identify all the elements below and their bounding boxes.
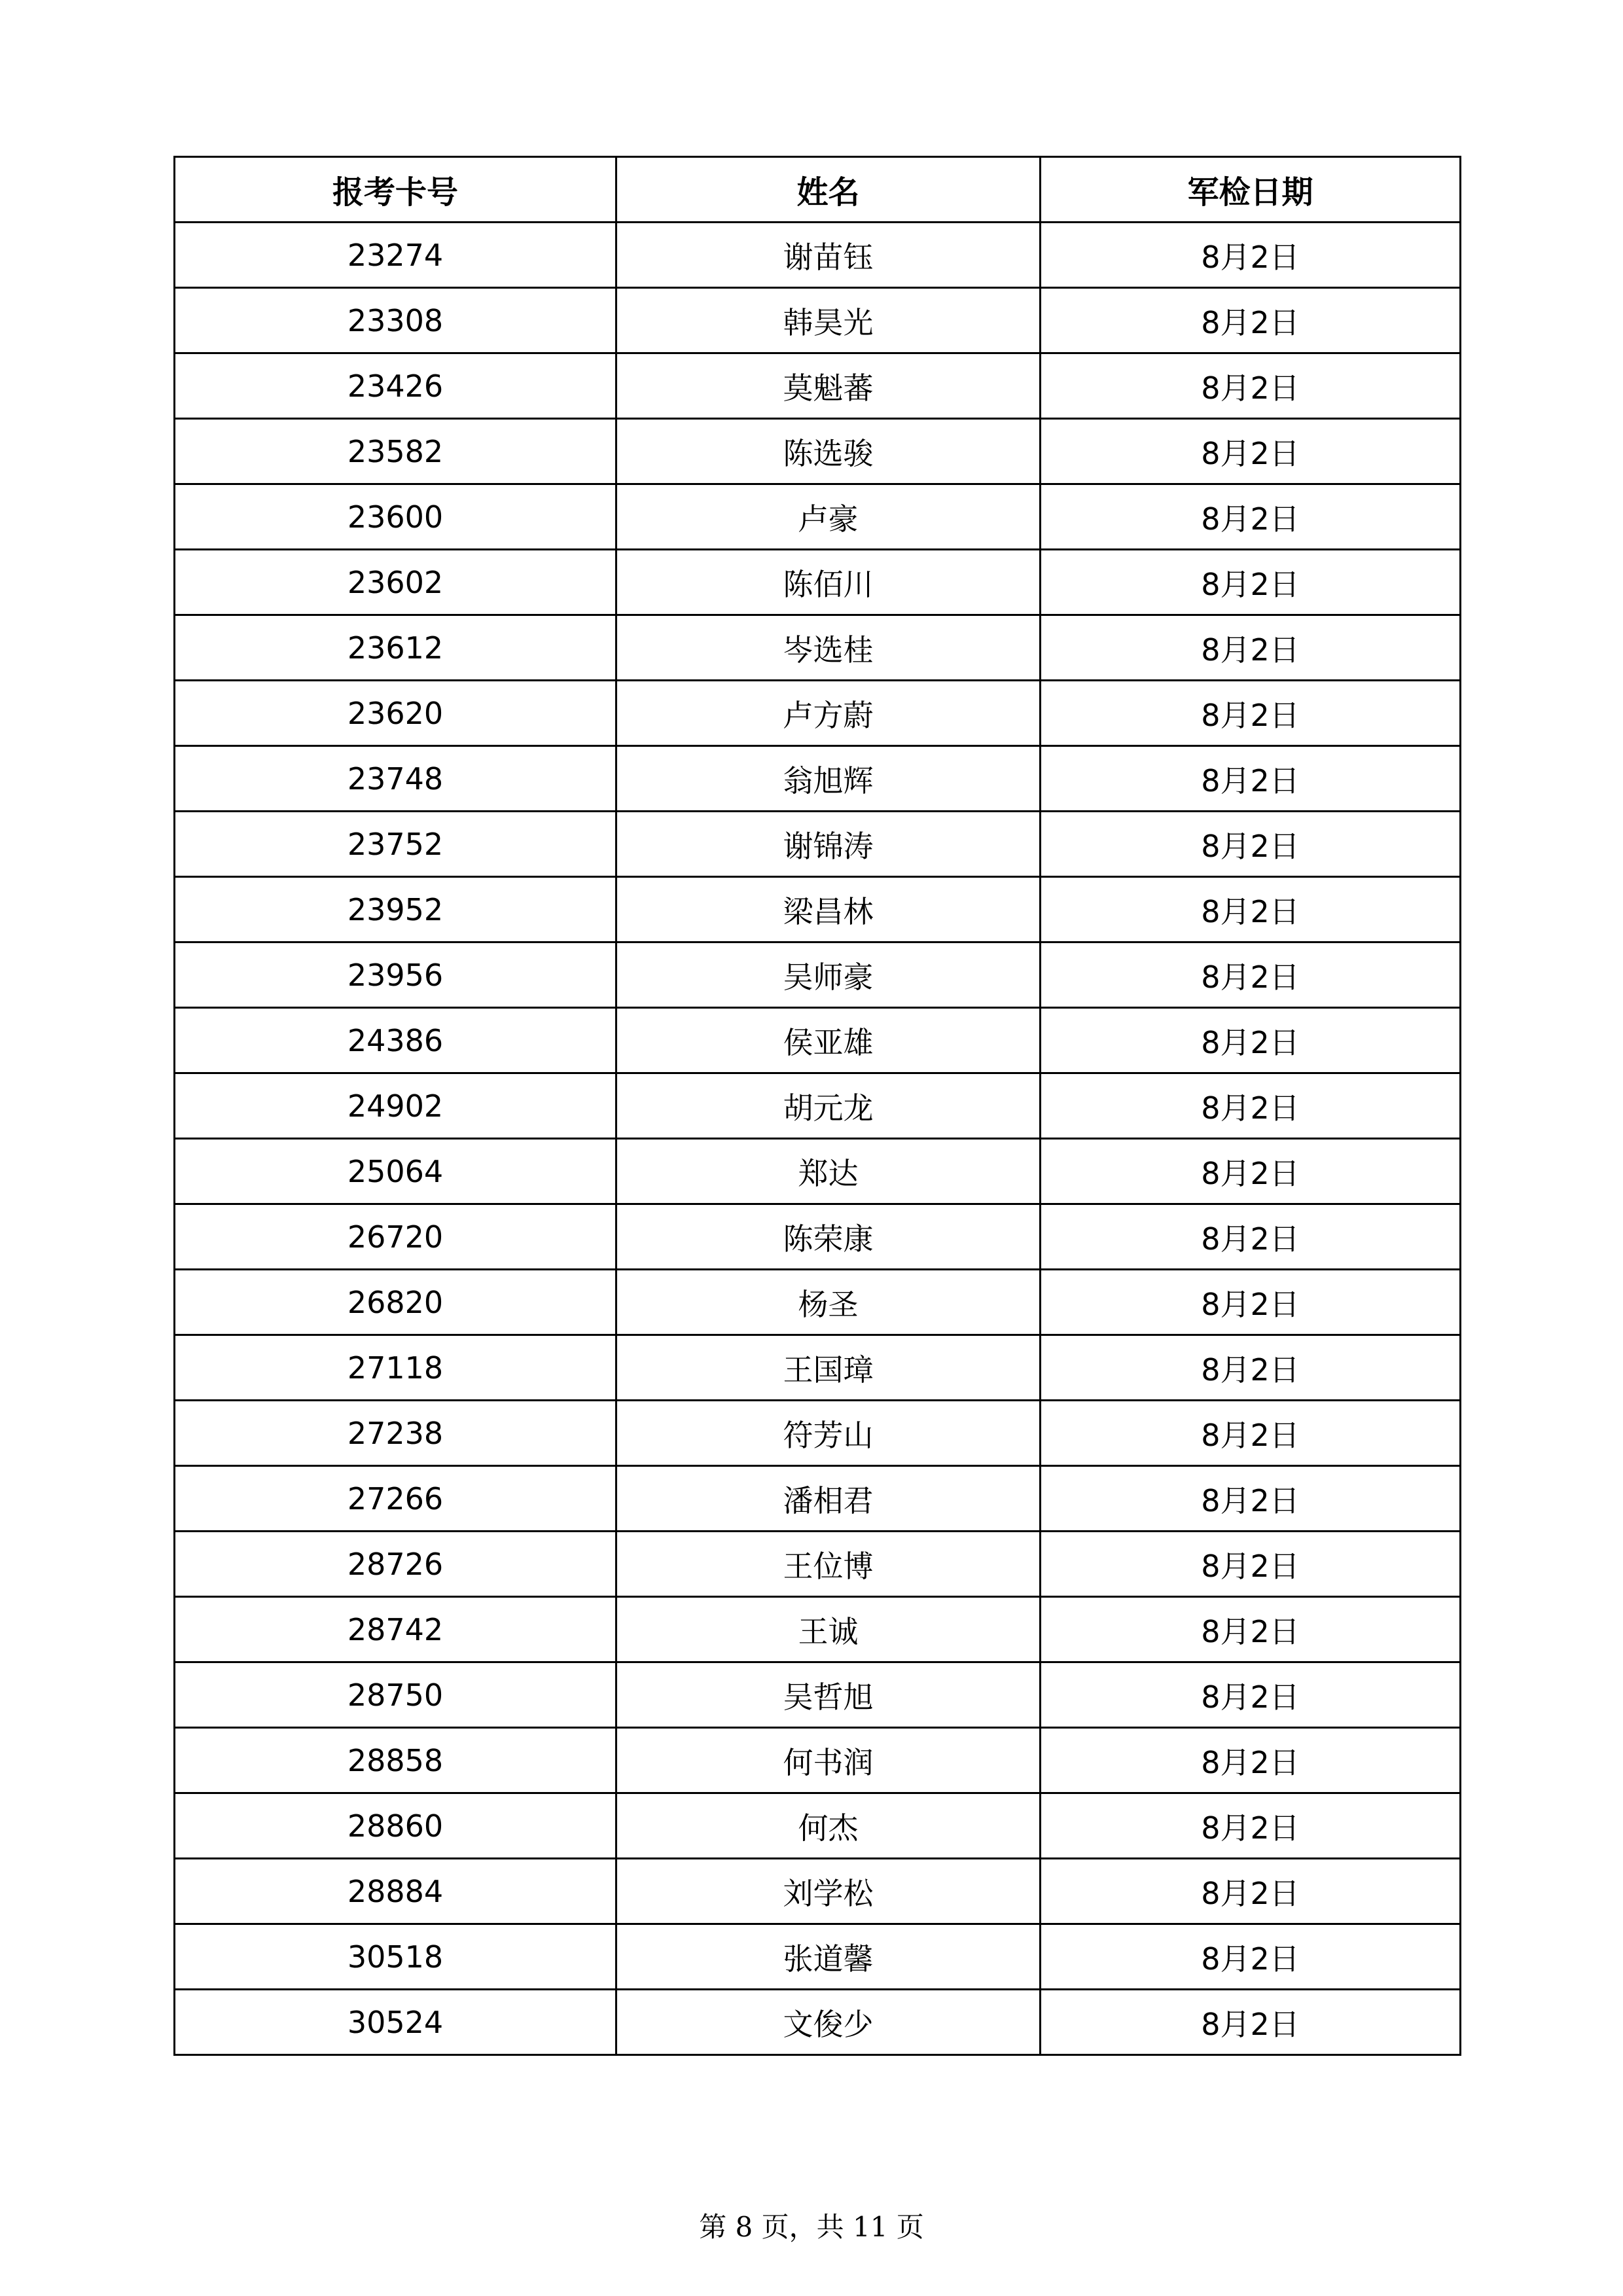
card-number-cell: 23752 (175, 812, 616, 877)
table-row (175, 1008, 1461, 1073)
exam-date-cell: 8月2日 (1041, 1859, 1461, 1924)
table-row (175, 1532, 1461, 1597)
exam-date-cell: 8月2日 (1041, 877, 1461, 942)
card-number-cell: 23274 (175, 223, 616, 288)
card-number-cell: 23600 (175, 484, 616, 550)
card-number-cell: 27118 (175, 1335, 616, 1401)
name-cell: 陈选骏 (616, 419, 1041, 484)
card-number-cell: 23612 (175, 615, 616, 681)
table-row (175, 1662, 1461, 1728)
card-number-cell: 23952 (175, 877, 616, 942)
card-number-cell: 23748 (175, 746, 616, 812)
exam-date-cell: 8月2日 (1041, 746, 1461, 812)
card-number-cell: 23308 (175, 288, 616, 353)
exam-date-cell: 8月2日 (1041, 681, 1461, 746)
name-cell: 侯亚雄 (616, 1008, 1041, 1073)
card-number-cell: 28750 (175, 1662, 616, 1728)
table-row (175, 681, 1461, 746)
card-number-cell: 28858 (175, 1728, 616, 1793)
name-cell: 吴哲旭 (616, 1662, 1041, 1728)
table-row (175, 484, 1461, 550)
card-number-cell: 30524 (175, 1990, 616, 2055)
table-row (175, 1597, 1461, 1662)
table-row (175, 1466, 1461, 1532)
exam-date-cell: 8月2日 (1041, 1270, 1461, 1335)
card-number-cell: 28742 (175, 1597, 616, 1662)
card-number-cell: 27266 (175, 1466, 616, 1532)
card-number-cell: 28884 (175, 1859, 616, 1924)
table-row (175, 615, 1461, 681)
exam-date-cell: 8月2日 (1041, 812, 1461, 877)
name-cell: 杨圣 (616, 1270, 1041, 1335)
table-row (175, 812, 1461, 877)
table-row (175, 1139, 1461, 1204)
exam-date-cell: 8月2日 (1041, 419, 1461, 484)
table-row (175, 1990, 1461, 2055)
name-cell: 刘学松 (616, 1859, 1041, 1924)
name-cell: 吴师豪 (616, 942, 1041, 1008)
card-number-cell: 25064 (175, 1139, 616, 1204)
table-row (175, 1728, 1461, 1793)
name-cell: 谢锦涛 (616, 812, 1041, 877)
exam-date-cell: 8月2日 (1041, 1924, 1461, 1990)
card-number-cell: 28726 (175, 1532, 616, 1597)
header-card-number: 报考卡号 (175, 157, 616, 223)
name-cell: 王位博 (616, 1532, 1041, 1597)
table-row (175, 746, 1461, 812)
table-header-row (175, 157, 1461, 223)
table-row (175, 1270, 1461, 1335)
table-row (175, 1924, 1461, 1990)
table-row (175, 1335, 1461, 1401)
table-row (175, 419, 1461, 484)
card-number-cell: 24386 (175, 1008, 616, 1073)
card-number-cell: 23582 (175, 419, 616, 484)
exam-date-cell: 8月2日 (1041, 1073, 1461, 1139)
name-cell: 符芳山 (616, 1401, 1041, 1466)
name-cell: 韩昊光 (616, 288, 1041, 353)
name-cell: 潘相君 (616, 1466, 1041, 1532)
table-row (175, 288, 1461, 353)
name-cell: 卢方蔚 (616, 681, 1041, 746)
table-row (175, 550, 1461, 615)
exam-date-cell: 8月2日 (1041, 1008, 1461, 1073)
table-row (175, 877, 1461, 942)
exam-date-cell: 8月2日 (1041, 1662, 1461, 1728)
card-number-cell: 26820 (175, 1270, 616, 1335)
name-cell: 胡元龙 (616, 1073, 1041, 1139)
table-row (175, 353, 1461, 419)
exam-date-cell: 8月2日 (1041, 353, 1461, 419)
exam-date-cell: 8月2日 (1041, 942, 1461, 1008)
exam-date-cell: 8月2日 (1041, 1793, 1461, 1859)
card-number-cell: 30518 (175, 1924, 616, 1990)
page-footer: 第 8 页，共 11 页 (699, 2211, 924, 2243)
card-number-cell: 23426 (175, 353, 616, 419)
exam-date-cell: 8月2日 (1041, 550, 1461, 615)
name-cell: 何书润 (616, 1728, 1041, 1793)
name-cell: 卢豪 (616, 484, 1041, 550)
name-cell: 陈佰川 (616, 550, 1041, 615)
name-cell: 何杰 (616, 1793, 1041, 1859)
name-cell: 莫魁蕃 (616, 353, 1041, 419)
card-number-cell: 23602 (175, 550, 616, 615)
exam-date-cell: 8月2日 (1041, 1990, 1461, 2055)
header-name: 姓名 (616, 157, 1041, 223)
table-row (175, 1793, 1461, 1859)
table-body (175, 223, 1461, 2055)
exam-date-cell: 8月2日 (1041, 1466, 1461, 1532)
table-row (175, 942, 1461, 1008)
exam-date-cell: 8月2日 (1041, 288, 1461, 353)
name-cell: 谢苗钰 (616, 223, 1041, 288)
name-cell: 王诚 (616, 1597, 1041, 1662)
table-row (175, 223, 1461, 288)
card-number-cell: 27238 (175, 1401, 616, 1466)
name-cell: 文俊少 (616, 1990, 1041, 2055)
card-number-cell: 28860 (175, 1793, 616, 1859)
name-cell: 梁昌林 (616, 877, 1041, 942)
card-number-cell: 26720 (175, 1204, 616, 1270)
header-exam-date: 军检日期 (1041, 157, 1461, 223)
table-row (175, 1859, 1461, 1924)
exam-date-cell: 8月2日 (1041, 1401, 1461, 1466)
exam-date-cell: 8月2日 (1041, 1728, 1461, 1793)
name-cell: 岑选桂 (616, 615, 1041, 681)
exam-card-table (173, 156, 1461, 2056)
exam-date-cell: 8月2日 (1041, 1532, 1461, 1597)
name-cell: 郑达 (616, 1139, 1041, 1204)
exam-date-cell: 8月2日 (1041, 615, 1461, 681)
exam-date-cell: 8月2日 (1041, 1139, 1461, 1204)
card-number-cell: 23956 (175, 942, 616, 1008)
exam-date-cell: 8月2日 (1041, 1335, 1461, 1401)
name-cell: 翁旭辉 (616, 746, 1041, 812)
exam-date-cell: 8月2日 (1041, 1204, 1461, 1270)
card-number-cell: 23620 (175, 681, 616, 746)
exam-date-cell: 8月2日 (1041, 1597, 1461, 1662)
table-row (175, 1073, 1461, 1139)
name-cell: 张道馨 (616, 1924, 1041, 1990)
table-row (175, 1204, 1461, 1270)
exam-date-cell: 8月2日 (1041, 223, 1461, 288)
name-cell: 陈荣康 (616, 1204, 1041, 1270)
card-number-cell: 24902 (175, 1073, 616, 1139)
exam-date-cell: 8月2日 (1041, 484, 1461, 550)
table-row (175, 1401, 1461, 1466)
name-cell: 王国璋 (616, 1335, 1041, 1401)
